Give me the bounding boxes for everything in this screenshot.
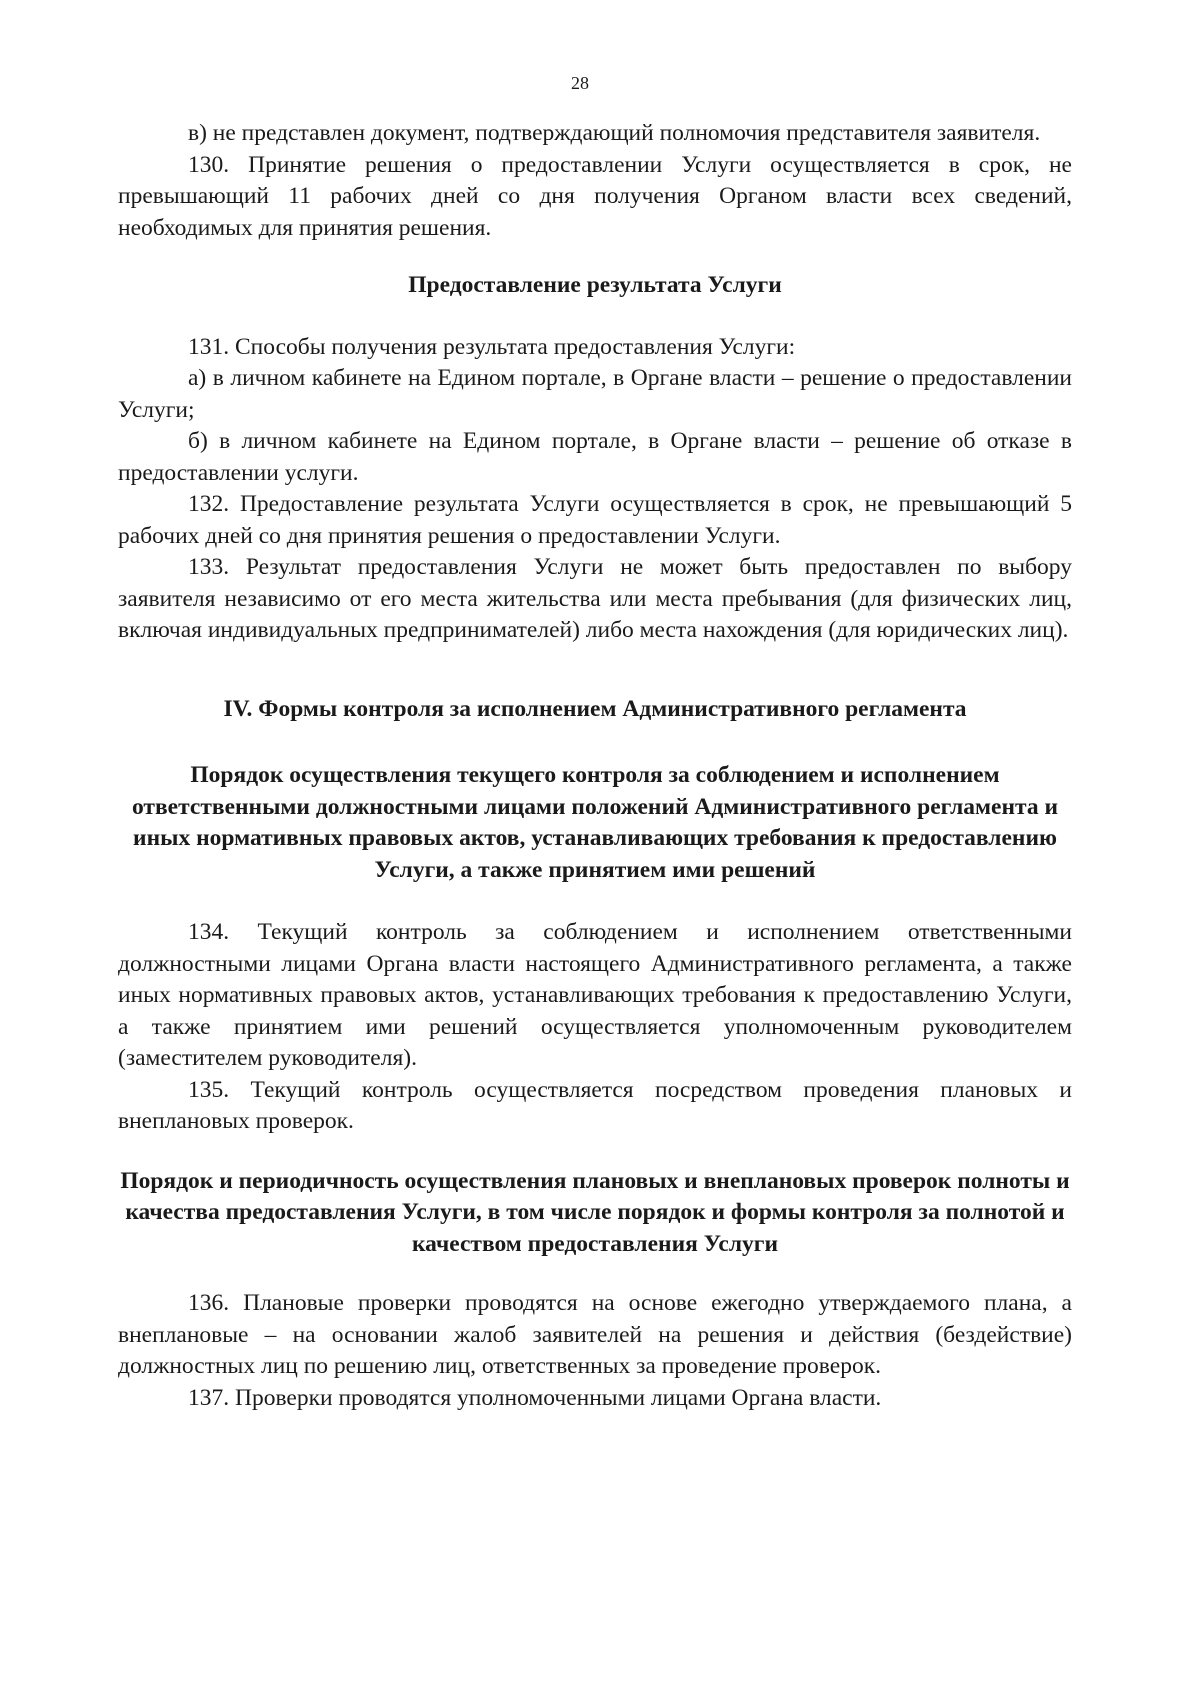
page-number: 28 [571,73,589,93]
paragraph-130: 130. Принятие решения о предоставлении Услуги осуществляется в срок, не превышающий 11 рабочих дней со дня получения Органом власти всех сведений, необходимых для принятия решения. [118,151,1072,241]
paragraph-137: 137. Проверки проводятся уполномоченными лицами Органа власти. [188,1384,882,1411]
paragraph-133: 133. Результат предоставления Услуги не может быть предоставлен по выбору заявителя независимо от его места жительства или места пребывания (для физических лиц, включая индивидуальных предпринимателей) либо места нахождения (для юридических лиц). [118,554,1072,643]
section-heading-inspections: Порядок и периодичность осуществления плановых и внеплановых проверок полноты и качества предоставления Услуги, в том числе порядок и формы контроля за полнотой и качеством предоставления Услуги [120,1167,1070,1257]
paragraph-131: 131. Способы получения результата предоставления Услуги: [188,333,796,360]
paragraph-131-b: б) в личном кабинете на Едином портале, в Органе власти – решение об отказе в предоставлении услуги. [118,428,1072,486]
paragraph-item-v: в) не представлен документ, подтверждающий полномочия представителя заявителя. [188,120,1041,146]
section-heading-current-control: Порядок осуществления текущего контроля за соблюдением и исполнением ответственными должностными лицами положений Административного регламента и иных нормативных правовых актов, устанавливающих требования к предоставлению Услуги, а также принятием ими решений [131,762,1059,883]
chapter-heading-iv: IV. Формы контроля за исполнением Административного регламента [223,695,967,722]
paragraph-135: 135. Текущий контроль осуществляется посредством проведения плановых и внеплановых проверок. [118,1076,1072,1134]
paragraph-136: 136. Плановые проверки проводятся на основе ежегодно утверждаемого плана, а внеплановые – на основании жалоб заявителей на решения и действия (бездействие) должностных лиц по решению лиц, ответственных за проведение проверок. [118,1290,1072,1379]
page-content [118,118,1072,1414]
section-heading-result: Предоставление результата Услуги [408,272,782,298]
paragraph-131-a: а) в личном кабинете на Едином портале, в Органе власти – решение о предоставлении Услуги; [118,365,1072,423]
paragraph-132: 132. Предоставление результата Услуги осуществляется в срок, не превышающий 5 рабочих дней со дня принятия решения о предоставлении Услуги. [118,491,1072,549]
paragraph-134: 134. Текущий контроль за соблюдением и исполнением ответственными должностными лицами Органа власти настоящего Административного регламента, а также иных нормативных правовых актов, устанавливающих требования к предоставлению Услуги, а также принятием ими решений осуществляется уполномоченным руководителем (заместителем руководителя). [118,919,1072,1071]
